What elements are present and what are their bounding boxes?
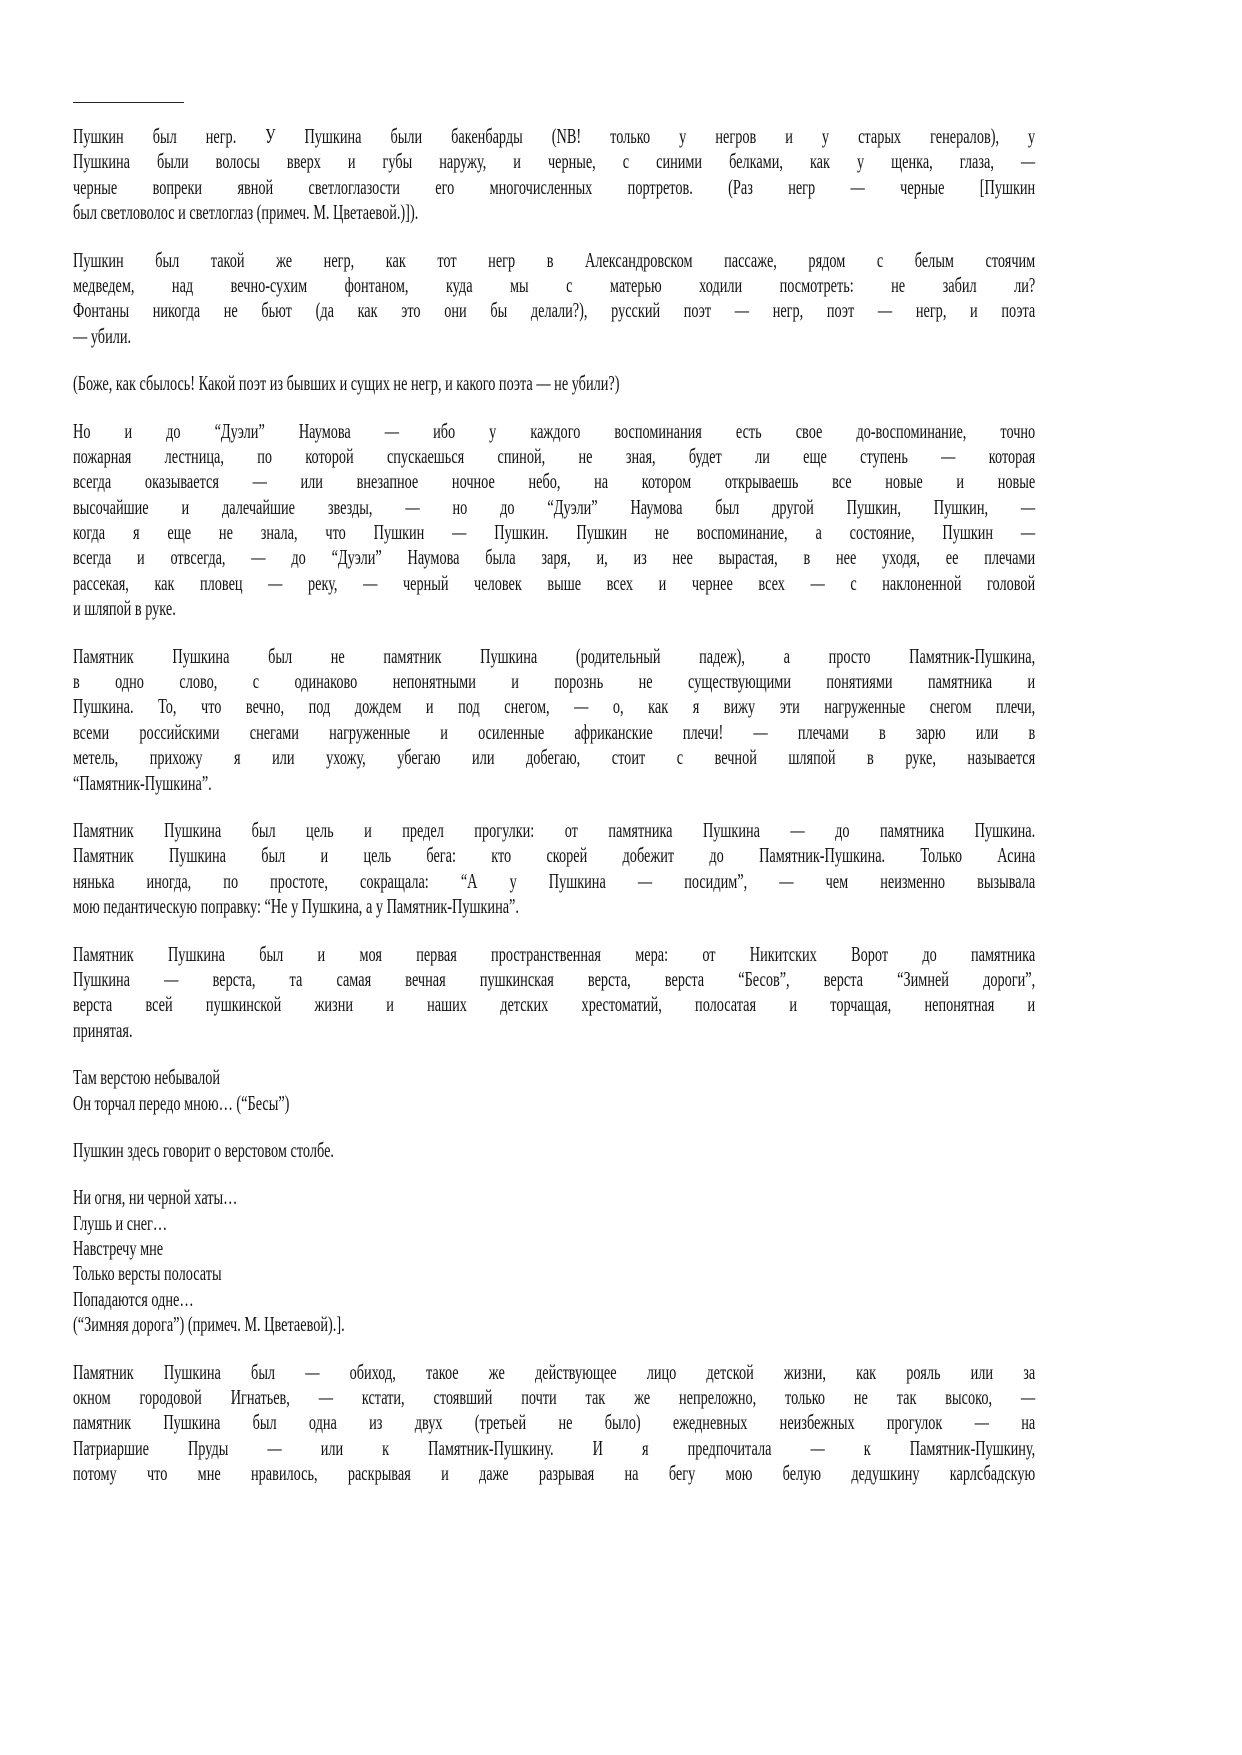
paragraph (73, 1138, 1035, 1163)
text-line: был светловолос и светлоглаз (примеч. М. Цветаевой.)]). (73, 200, 419, 225)
text-line: (Боже, как сбылось! Какой поэт из бывших и сущих не негр, и какого поэта — не убили?) (73, 371, 620, 396)
paragraph (73, 371, 1035, 396)
text-line: Только версты полосаты (73, 1261, 222, 1286)
text-line: Патриаршие Пруды — или к Памятник-Пушкину. И я предпочитала — к Памятник-Пушкину, (73, 1435, 1036, 1460)
paragraph (73, 248, 1035, 350)
text-line: когда я еще не знала, что Пушкин — Пушкин. Пушкин не воспоминание, а состояние, Пушкин — (73, 520, 1036, 545)
text-line: Но и до “Дуэли” Наумова — ибо у каждого воспоминания есть свое до-воспоминание, точно (73, 418, 1036, 443)
paragraph (73, 1360, 1035, 1487)
verse-quote (73, 1185, 1035, 1337)
text-line: Фонтаны никогда не бьют (да как это они бы делали?), русский поэт — негр, поэт — негр, и поэта (73, 298, 1036, 323)
text-line: Пушкин был негр. У Пушкина были бакенбарды (NB! только у негров и у старых генералов), у (73, 124, 1036, 148)
text-line: рассекая, как пловец — реку, — черный человек выше всех и чернее всех — с наклоненной головой (73, 570, 1036, 595)
text-line: Там верстою небывалой (73, 1065, 220, 1090)
text-line: (“Зимняя дорога”) (примеч. М. Цветаевой).]. (73, 1312, 345, 1337)
text-line: памятник Пушкина был одна из двух (третьей не было) ежедневных неизбежных прогулок — на (73, 1410, 1036, 1435)
text-line: Пушкина. То, что вечно, под дождем и под снегом, — о, как я вижу эти нагруженные снегом плечи, (73, 694, 1036, 719)
text-line: принятая. (73, 1017, 133, 1042)
text-line: всеми российскими снегами нагруженные и осиленные африканские плечи! — плечами в зарю или в (73, 719, 1036, 744)
text-line: пожарная лестница, по которой спускаешься спиной, не зная, будет ли еще ступень — которая (73, 443, 1036, 468)
verse-quote (73, 1065, 1035, 1116)
text-line: Попадаются одне… (73, 1286, 194, 1311)
text-line: “Памятник-Пушкина”. (73, 770, 212, 795)
text-line: высочайшие и далечайшие звезды, — но до “Дуэли” Наумова был другой Пушкин, Пушкин, — (73, 494, 1036, 519)
text-line: Навстречу мне (73, 1236, 164, 1261)
text-line: Памятник Пушкина был цель и предел прогулки: от памятника Пушкина — до памятника Пушкина. (73, 817, 1036, 842)
text-line: Глушь и снег… (73, 1210, 168, 1235)
text-line: всегда и отвсегда, — до “Дуэли” Наумова была заря, и, из нее вырастая, в нее уходя, ее плечами (73, 545, 1036, 570)
text-line: черные вопреки явной светлоглазости его многочисленных портретов. (Раз негр — черные [Пушкин (73, 174, 1036, 199)
text-line: Памятник Пушкина был и цель бега: кто скорей добежит до Памятник-Пушкина. Только Асина (73, 843, 1036, 868)
text-line: Памятник Пушкина был — обиход, такое же действующее лицо детской жизни, как рояль или за (73, 1359, 1036, 1384)
text-line: окном городовой Игнатьев, — кстати, стоявший почти так же непреложно, только не так высоко, — (73, 1385, 1036, 1410)
text-line: мою педантическую поправку: “Не у Пушкина, а у Памятник-Пушкина”. (73, 894, 519, 919)
text-line: метель, прихожу я или ухожу, убегаю или добегаю, стоит с вечной шляпой в руке, называется (73, 745, 1036, 770)
document-body (73, 124, 1035, 1509)
text-line: Он торчал передо мною… (“Бесы”) (73, 1090, 290, 1115)
paragraph (73, 124, 1035, 226)
text-line: и шляпой в руке. (73, 596, 176, 621)
text-line: верста всей пушкинской жизни и наших детских хрестоматий, полосатая и торчащая, непонятная и (73, 992, 1036, 1017)
text-line: — убили. (73, 323, 132, 348)
text-line: Пушкина были волосы вверх и губы наружу, и черные, с синими белками, как у щенка, глаза, — (73, 149, 1036, 174)
text-line: в одно слово, с одинаково непонятными и порознь не существующими понятиями памятника и (73, 669, 1036, 694)
text-line: медведем, над вечно-сухим фонтаном, куда мы с матерью ходили посмотреть: не забил ли? (73, 272, 1036, 297)
paragraph (73, 818, 1035, 920)
paragraph (73, 942, 1035, 1044)
text-line: всегда оказывается — или внезапное ночное небо, на котором открываешь все новые и новые (73, 469, 1036, 494)
paragraph (73, 644, 1035, 796)
text-line: Ни огня, ни черной хаты… (73, 1185, 238, 1210)
text-line: Пушкин был такой же негр, как тот негр в Александровском пассаже, рядом с белым стоячим (73, 247, 1036, 272)
text-line: Пушкина — верста, та самая вечная пушкинская верста, верста “Бесов”, верста “Зимней дороги”, (73, 966, 1036, 991)
paragraph (73, 419, 1035, 622)
text-line: потому что мне нравилось, раскрывая и даже разрывая на бегу мою белую дедушкину карлсбадскую (73, 1461, 1036, 1486)
text-line: нянька иногда, по простоте, сокращала: “А у Пушкина — посидим”, — чем неизменно вызывала (73, 868, 1036, 893)
text-line: Памятник Пушкина был не памятник Пушкина (родительный падеж), а просто Памятник-Пушкина, (73, 643, 1036, 668)
footnote-separator (73, 102, 184, 103)
text-line: Пушкин здесь говорит о верстовом столбе. (73, 1137, 334, 1162)
text-line: Памятник Пушкина был и моя первая пространственная мера: от Никитских Ворот до памятника (73, 941, 1036, 966)
